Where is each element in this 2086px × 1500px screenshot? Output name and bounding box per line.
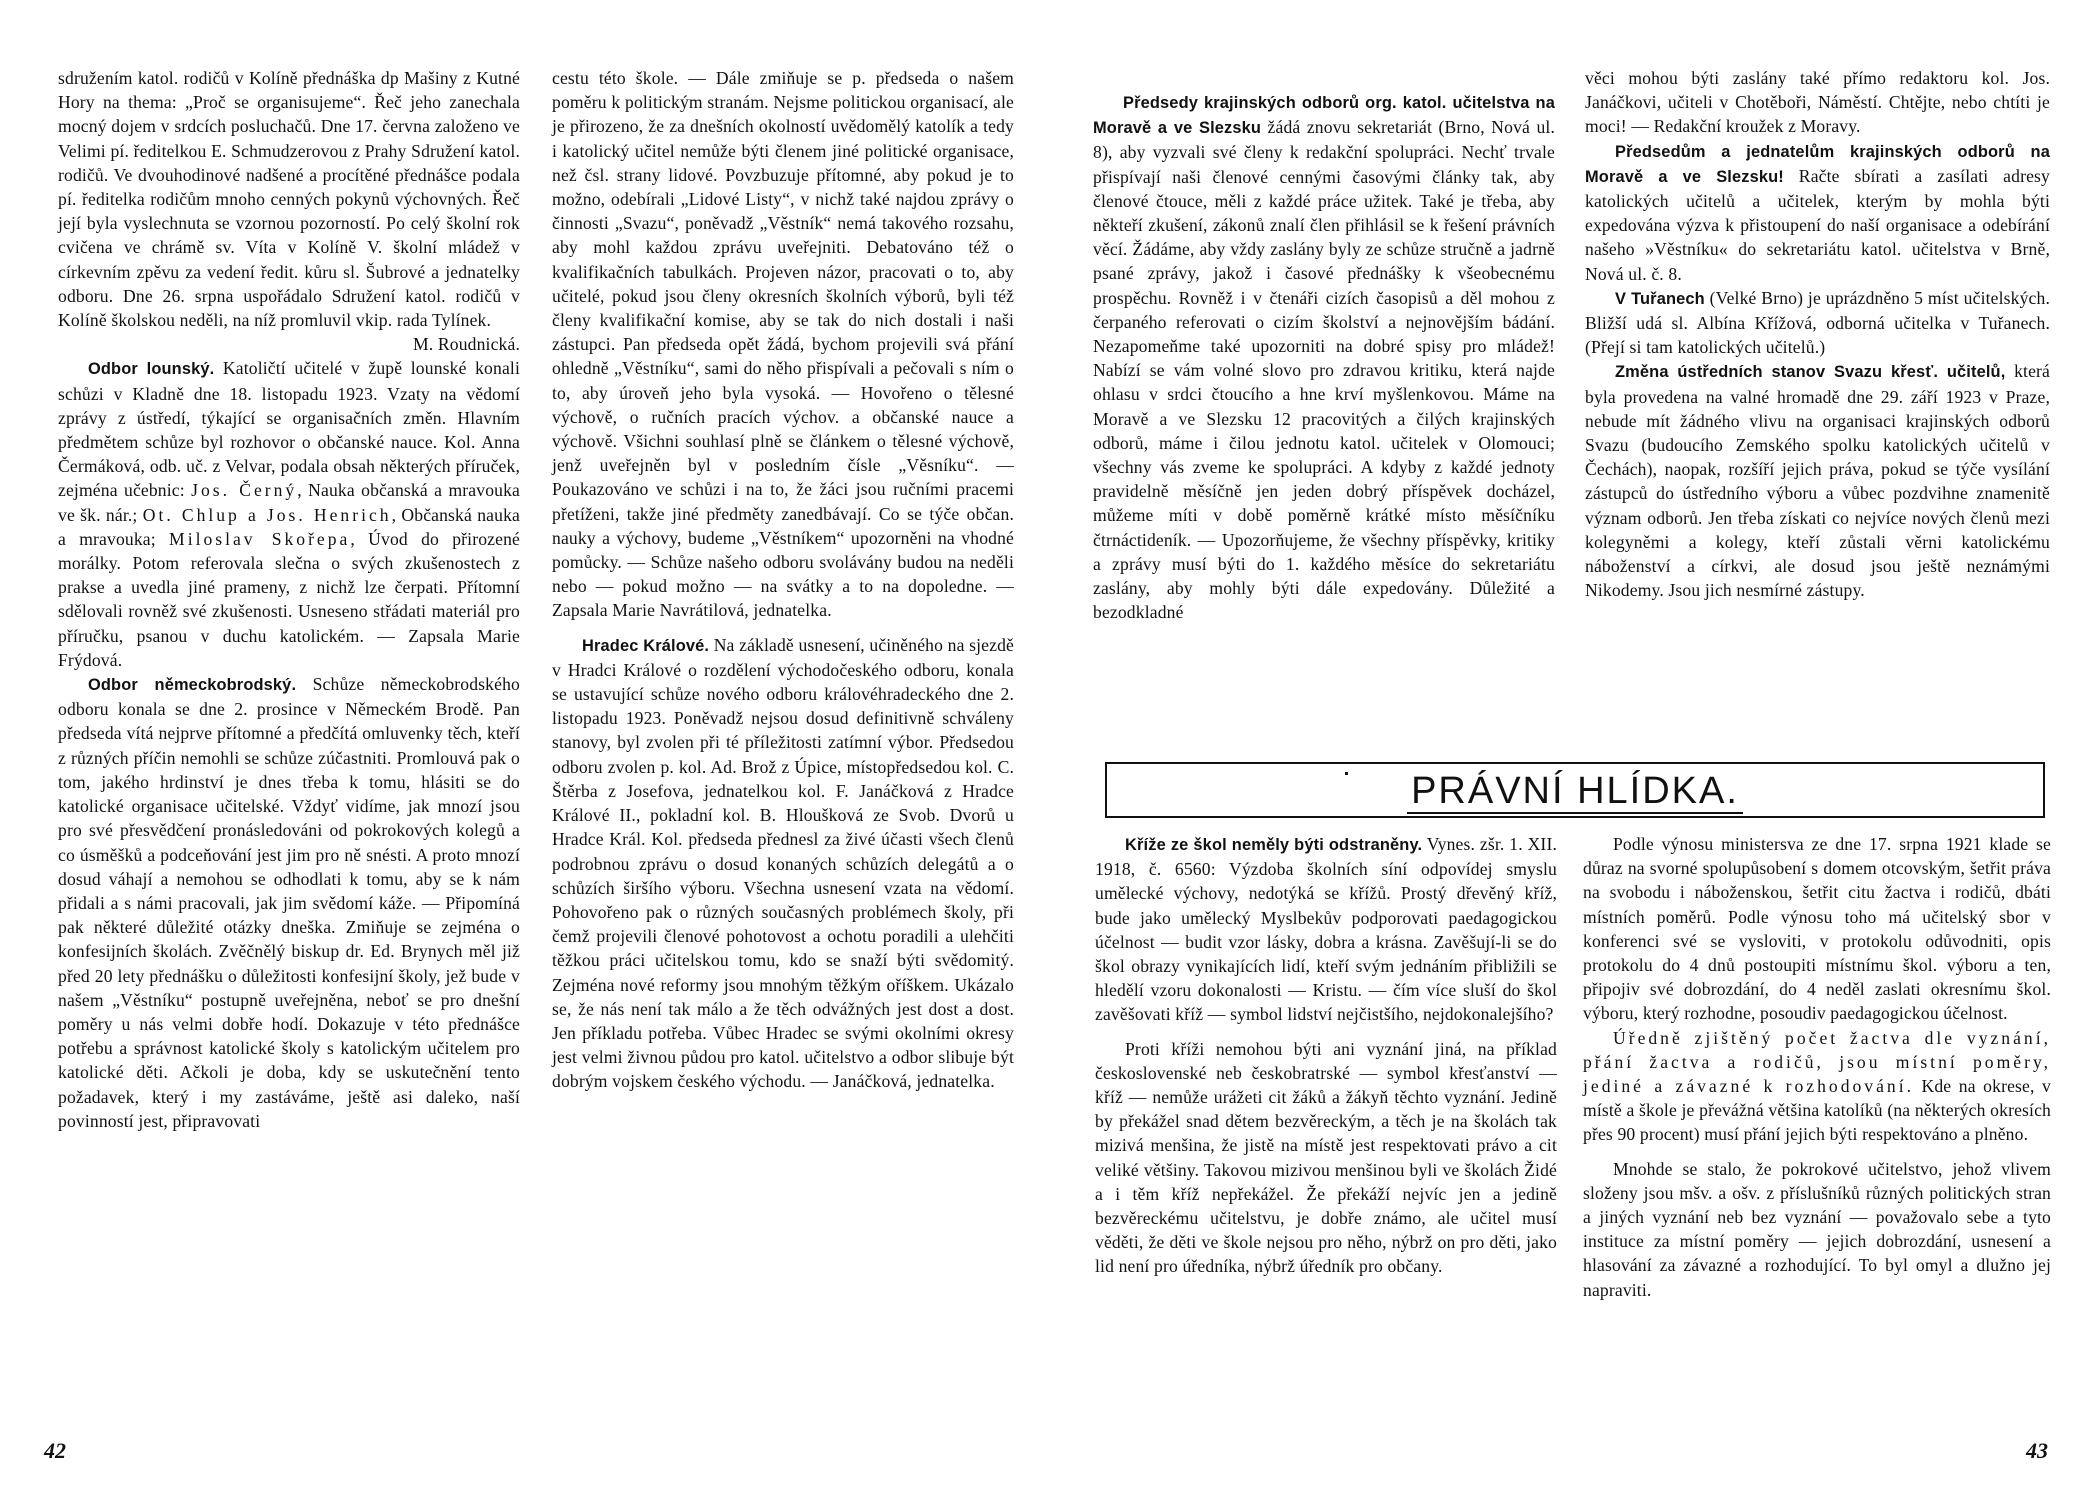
page-number: 42 (44, 1438, 66, 1463)
author-name: Ot. Chlup a Jos. Henrich (142, 504, 392, 525)
author-name: Jos. Černý (191, 480, 298, 501)
section-heading (1107, 770, 2043, 813)
paragraph (1585, 139, 2050, 286)
paragraph-text: , Úvod do přirozené morálky. Potom referovala slečna o svých zkušenostech z prakse a uvedla jiné prameny, z nichž lze čerpati. Přítomní sdělovali rovněž své zkušenosti. Usneseno střádati materiál pro příručku, psanou v duchu katolickém. — Zapsala Marie Frýdová. (58, 528, 521, 670)
paragraph-heading: Odbor lounský. (88, 360, 215, 379)
left-page-column-1 (58, 66, 520, 1133)
right-page-column-2 (1585, 66, 2050, 602)
paragraph-text: Vynes. zšr. 1. XII. 1918, č. 6560: Výzdoba školních síní odpovídej smyslu umělecké výchovy, nedotýká se křížů. Prostý dřevěný kříž, bude jako umělecký Myslbekův podporovati paedagogickou účelnost — budit vzor lásky, dobra a krásna. Zavěšují-li se do škol obrazy vynikajících lidí, kteří svým jednáním přibližili se hledělí vzoru dokonalosti — Kristu. — čím více sluší do škol zavěšovati kříž — symbol lidství nejčistšího, nejdokonalejšího? (1095, 834, 1557, 1025)
paragraph (552, 633, 1014, 1094)
paragraph-text: Katoličtí učitelé v župě lounské konali schůzi v Kladně dne 18. listopadu 1923. Vzaty na vědomí zprávy z ústředí, týkající se organisačních změn. Hlavním předmětem schůze byl rozhovor o občanské nauce. Kol. Anna Čermáková, odb. uč. z Velvar, podala obsah některých příruček, zejména učebnic: (58, 358, 520, 501)
paragraph: sdružením katol. rodičů v Kolíně přednáška dp Mašiny z Kutné Hory na thema: „Proč se organisujeme“. Řeč jeho zanechala mocný dojem v srdcích posluchačů. Dne 17. června založeno ve Velimi pí. ředitelkou E. Schmudzerovou z Prahy Sdružení katol. rodičů. Ve dvouhodinové nadšené a procítěné přednášce podala pí. ředitelka rodičům mnoho cenných pokynů výchovných. Řeč její byla vyslechnuta se vzornou pozorností. Po celý školní rok cvičena ve chrámě sv. Víta v Kolíně V. školní mládež v církevním zpěvu za vedení ředit. kůru sl. Šubrové a jednatelky odboru. Dne 26. srpna uspořádalo Sdružení katol. rodičů v Kolíně školskou neděli, na níž promluvil vkip. rada Tylínek. (58, 68, 520, 331)
emphasized-text: Úředně zjištěný počet žactva dle vyznání, přání žactva a rodičů, jsou místní poměry, jediné a závazné k rozhodování. (1583, 1027, 2051, 1097)
right-page-column-1 (1093, 90, 1555, 624)
left-page-column-2 (552, 66, 1014, 1094)
paragraph (58, 672, 520, 1133)
paragraph (1583, 1026, 2051, 1147)
paragraph-text: Račte sbírati a zasílati adresy katolických učitelů a učitelek, kterým by mohla býti expedována výzva k přistoupení do naší organisace a odebírání našeho »Věstníku« do sekretariátu katol. učitelstva v Brně, Nová ul. č. 8. (1585, 165, 2050, 284)
page-number: 43 (2026, 1438, 2048, 1463)
paragraph (58, 356, 520, 672)
author-name: Miloslav Skořepa (169, 528, 351, 549)
paragraph: Proti kříži nemohou býti ani vyznání jiná, na příklad československé neb českobratrské — symbol křesťanství — kříž — nemůže urážeti cit žáků a žákyň těchto vyznání. Jedině by překážel snad dětem bezvěreckým, a těch je na školách tak mizivá menšina, že jistě na místě jest respektovati právo a cit veliké většiny. Takovou mizivou menšinou byli ve školách Židé a i těm kříž nepřekážel. Že překáží nejvíc jen a jedině bezvěreckému učitelstvu, je dobře známo, ale učitel musí věděti, že děti ve škole nejsou pro něho, nýbrž on pro děti, jako lid není pro úředníka, nýbrž úředník pro občany. (1095, 1038, 1557, 1277)
paragraph-text: (Velké Brno) je uprázdněno 5 míst učitelských. Bližší udá sl. Albína Křížová, odborná učitelka v Tuřanech. (Přejí si tam katolických učitelů.) (1585, 287, 2050, 358)
paragraph (1585, 286, 2050, 360)
paragraph: cestu této škole. — Dále zmiňuje se p. předseda o našem poměru k politickým stranám. Nejsme politickou organisací, ale je přirozeno, že za dnešních okolností uvědomělý katolík a tedy i katolický učitel nemůže býti členem jiné politické organisace, než čsl. strany lidové. Povzbuzuje přítomné, aby pokud je to možno, odebírali „Lidové Listy“, v nichž také najdou zprávy o činnosti „Svazu“, poněvadž „Věstník“ nemá takového rozsahu, aby mohl každou zprávu uveřejniti. Debatováno též o kvalifikačních tabulkách. Projeven názor, pracovati o to, aby učitelé, pokud jsou členy okresních školních výborů, byli též členy kvalifikační komise, aby se tak do nich dostali i naši zástupci. Pan předseda opět žádá, bychom projevili svá přání ohledně „Věstníku“, sami do něho přispívali a pečovali s ním o to, aby úroveň jeho byla vysoká. — Hovořeno o tělesné výchově, o ručních pracích výchov. a občanské nauce a výchově. Všichni souhlasí plně se článkem o tělesné výchově, jenž uveřejněn byl v posledním čísle „Věsníku“. — Poukazováno ve schůzi i na to, že žáci jsou ručními pracemi přetíženi, takže jiné předměty zanedbávají. Co se týče občan. nauky a výchovy, budeme „Věstníkem“ upozorněni na vhodné pomůcky. — Schůze našeho odboru svolávány budou na neděli nebo — pokud možno — na svátky a to na dopoledne. — Zapsala Marie Navrátilová, jednatelka. (552, 68, 1014, 621)
paragraph-heading: V Tuřanech (1615, 289, 1705, 308)
section-heading-box (1105, 762, 2045, 818)
paragraph-heading: Hradec Králové. (582, 636, 710, 655)
right-page (1043, 0, 2086, 1500)
paragraph: Podle výnosu ministersva ze dne 17. srpna 1921 klade se důraz na svorné spolupůsobení s domem otcovským, šetřit práva na svobodu i náboženskou, šetřit citu žactva i rodičů, dbáti místních poměrů. Podle výnosu toho má učitelský sbor v konferenci své se vysloviti, v protokolu odůvodniti, opis protokolu do 4 dnů postoupiti místnímu škol. výboru a ten, připojiv své dobrozdání, do 4 neděl zaslati okresnímu škol. výboru, který rozhodne, posoudiv paedagogickou účelnost. (1583, 834, 2051, 1024)
paragraph-heading: Předsedům a jednatelům krajinských odborů na Moravě a ve Slezsku! (1585, 142, 2050, 186)
paragraph-heading: Kříže ze škol neměly býti odstraněny. (1125, 836, 1423, 854)
paragraph-text: , Nauka občanská a mravouka ve šk. nár.; (58, 480, 520, 525)
paragraph-text: Schůze německobrodského odboru konala se dne 2. prosince v Německém Brodě. Pan předseda vítá nejprve přítomné a předčítá omluvenky těch, kteří z různých příčin nemohli se schůze zúčastniti. Promlouvá pak o tom, jakého hrdinství je dnes třeba k tomu, hlásiti se do katolické organisace učitelské. Vždyť vidíme, jak mnozí jsou pro své přesvědčení pronásledováni od pokrokových kolegů a co úsměšků a podceňování jest jim pro ně snésti. A proto mnozí dosud váhají a nemohou se odhodlati k tomu, aby se k nám přidali a s námi pracovali, jak jim svědomí káže. — Připomíná pak některé důležité otázky dneška. Zmiňuje se zejména o konfesijních školách. Zvěčnělý biskup dr. Ed. Brynych měl již před 20 lety přednášku o důležitosti konfesijní školy, jež bude v našem „Věstníku“ postupně uveřejněna, neboť se pro dnešní poměry u nás velmi dobře hodí. Dokazuje v této přednášce potřebu a správnost katolické školy s katolickým učitelem pro katolické děti. Ačkoli je doba, kdy se uskutečnění tento požadavek, který i my zastáváme, ještě asi daleko, naší povinností jest, připravovati (58, 674, 520, 1131)
paragraph-heading: Odbor německobrodský. (88, 676, 297, 695)
paragraph-text: která byla provedena na valné hromadě dne 29. září 1923 v Praze, nebude mít žádného vlivu na organisaci krajinských odborů Svazu (budoucího Zemského spolku katolických učitelů v Čechách), naopak, rozšíří jejich práva, pokud se týče vysílání zástupců do ústředního výboru a vůbec pozdvihne znamenitě význam odborů. Jen třeba získati co nejvíce nových členů mezi kolegyněmi a kolegy, kteří zůstali věrni katolickému náboženství a církvi, ale dosud jsou ještě neznámými Nikodemy. Jsou jich nesmírné zástupy. (1585, 361, 2050, 601)
paragraph-text: žádá znovu sekretariát (Brno, Nová ul. 8), aby vyzvali své členy k redakční spolupráci. Nechť trvale přispívají naši členové cennými časovými články tak, aby členové čtouce, měli z každé práce užitek. Také je třeba, aby někteří zkušení, zákonů znalí člen přihlásil se k řešení právních věcí. Žádáme, aby vždy zaslány byly ze schůze stručně a jadrně psané zprávy, jakož i časové přednášky k všeobecnému prospěchu. Rovněž i v čtenáři cizích časopisů a děl mohou z čerpaného referovati o cizím školství a nejnovějším bádání. Nezapomeňme také upozorniti na dobré spisy pro mládež! Nabízí se vám volné slovo pro zdravou kritiku, která najde ohlasu v srdci čtoucího a hne krví myšlenkovou. Máme na Moravě a ve Slezsku 12 pracovitých a čilých krajinských odborů, máme i čilou jednotu katol. učitelek v Olomouci; všechny vás zveme ke spolupráci. A kdyby z každé jednoty pravidelně měsíčně jen jeden dobrý příspěvek docházel, můžeme míti v době poměrně krátké místo měsíčníku čtrnáctideník. — Upozorňujeme, že všechny příspěvky, kritiky a zprávy musí býti do 1. každého měsíce do sekretariátu zaslány, aby mohly býti dále expedovány. Důležité a bezodkladné (1093, 117, 1555, 623)
right-page-column-4 (1583, 832, 2051, 1302)
paragraph-heading: Předsedy krajinských odborů org. katol. učitelstva na Moravě a ve Slezsku (1093, 94, 1555, 138)
paragraph: Mnohde se stalo, že pokrokové učitelstvo, jehož vlivem složeny jsou mšv. a ošv. z příslušníků různých politických stran a jiných vyznání neb bez vyznání — považovalo sebe a tyto instituce za místní poměry — jejich dobrozdání, usnesení a hlasování za závazné a rozhodující. To byl omyl a dlužno jej napraviti. (1583, 1158, 2051, 1300)
paragraph (1095, 832, 1557, 1027)
paragraph-heading: Změna ústředních stanov Svazu křesť. učitelů, (1615, 363, 2006, 382)
paragraph (1093, 90, 1555, 624)
paragraph-text: Kde na okrese, v místě a škole je převážná většina katolíků (na některých okresích přes 90 procent) musí přání jejich býti respektováno a plněno. (1583, 1076, 2051, 1145)
paragraph (1585, 359, 2050, 602)
paragraph-text: Na základě usnesení, učiněného na sjezdě v Hradci Králové o rozdělení východočeského odboru, konala se ustavující schůze nového odboru královéhradeckého dne 2. listopadu 1923. Poněvadž nejsou dosud definitivně schváleny stanovy, byl zvolen při té příležitosti zatímní výbor. Předsedou odboru zvolen p. kol. Ad. Brož z Úpice, místopředsedou kol. C. Štěrba z Josefova, jednatelkou kol. F. Janáčková z Hradce Králové II., pokladní kol. B. Hloušková ze Svob. Dvorů u Hradce Král. Kol. předseda přednesl za živé účasti všech členů podrobnou zprávu o dosud konaných schůzích delegátů a o schůzích širšího výboru. Všechna usnesení vzata na vědomí. Pohovořeno pak o různých současných problémech školy, při čemž projevili členové pohotovost a ochotu poradili a ulehčiti těžkou práci učitelskou tomu, kdo se snaží býti svědomitý. Zejména nové reformy jsou mnohým těžkým oříškem. Ukázalo se, že nás není tak málo a že těch odvážných jest dost a dost. Jen příkladu potřeba. Vůbec Hradec se svými okolními okresy jest velmi živnou půdou pro katol. učitelstvo a odbor slibuje být dobrým vojskem českého východu. — Janáčková, jednatelka. (552, 634, 1015, 1092)
paragraph-text: , Občanská nauka a mravouka; (58, 504, 520, 549)
paragraph: věci mohou býti zaslány také přímo redaktoru kol. Jos. Janáčkovi, učiteli v Chotěboři, Náměstí. Chtějte, nebo chtíti je moci! — Redakční kroužek z Moravy. (1585, 68, 2050, 137)
section-heading-text: PRÁVNÍ HLÍDKA. (1407, 770, 1743, 814)
signature: M. Roudnická. (412, 334, 520, 355)
right-page-column-3 (1095, 832, 1557, 1279)
